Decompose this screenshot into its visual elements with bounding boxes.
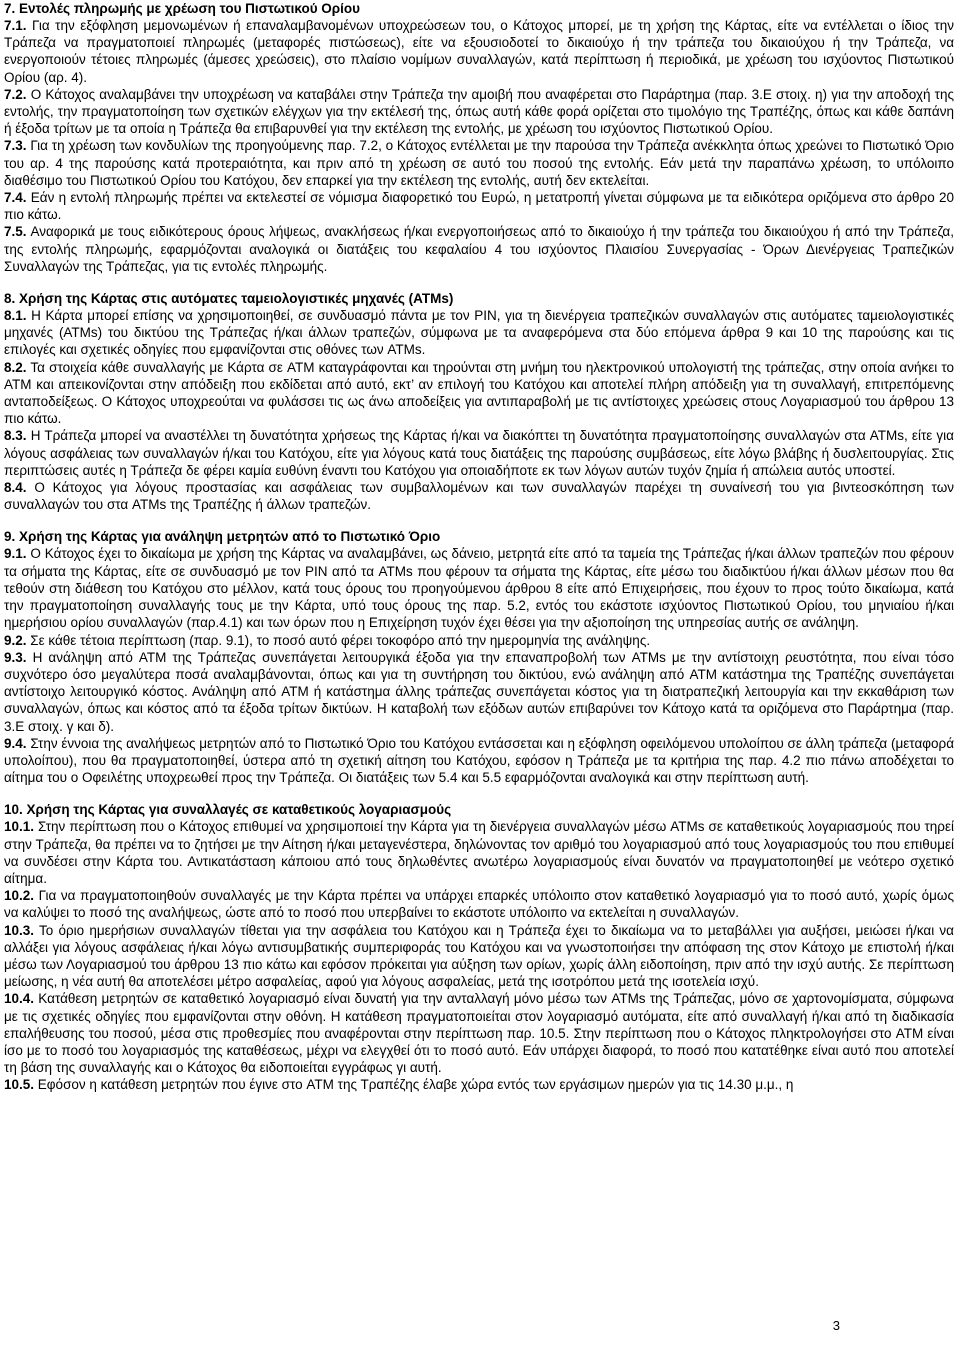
paragraph [4,990,954,1076]
paragraph [4,307,954,359]
paragraph [4,632,954,649]
clause-number: 7.3. [4,138,27,154]
clause-text: Το όριο ημερήσιων συναλλαγών τίθεται για την ασφάλεια του Κατόχου και η Τράπεζα έχει το δικαίωμα να το μεταβάλλει για αυξήσει, μειώσει ή/και να αλλάξει για λόγους ασφάλειας ή/και λόγω αντισυμβατικής συμπεριφοράς του Κατόχου και να γνωστοποιήσει την απόφαση της στον Κάτοχο με επιστολή ή/και μέσω των Λογαριασμού του άρθρου 13 πιο κάτω και εφόσον πρόκειται για αύξηση των ορίων, χωρίς άλλη ειδοποίηση, πριν από την ισχύ αυτής. Σε περίπτωση μείωσης, η νέα αυτή θα αποτελέσει μέτρο ασφαλείας, αφού για λόγους ασφαλείας, μετά της ισοτρόπου μετά της ισοτελεία ισχύ. [4,922,954,990]
paragraph [4,427,954,479]
paragraph [4,479,954,513]
clause-text: Εφόσον η κατάθεση μετρητών που έγινε στο ATM της Τραπέζης έλαβε χώρα εντός των εργάσιμων ημερών για τις 14.30 μ.μ., η [37,1077,794,1093]
clause-number: 10.3. [4,922,35,938]
clause-text: Εάν η εντολή πληρωμής πρέπει να εκτελεστεί σε νόμισμα διαφορετικό του Ευρώ, η μετατροπή γίνεται σύμφωνα με τα ειδικότερα οριζόμενα στο άρθρο 20 πιο κάτω. [4,190,954,223]
section-heading: 8. Χρήση της Κάρτας στις αυτόματες ταμειολογιστικές μηχανές (ATMs) [4,291,454,307]
clause-number: 10.2. [4,888,35,904]
clause-number: 9.4. [4,735,27,751]
clause-number: 7.1. [4,18,27,33]
paragraph [4,887,954,921]
paragraph [4,1076,954,1093]
clause-text: Για να πραγματοποιηθούν συναλλαγές με την Κάρτα πρέπει να υπάρχει επαρκές υπόλοιπο στον καταθετικό λογαριασμό για το ποσό αυτό, χωρίς όμως να καλύψει το ποσό της αναλήψεως, ώστε από το ποσό που υπερβαίνει το εκάστοτε υπόλοιπο να εκτελείται η συναλλαγών. [4,888,954,921]
clause-text: Τα στοιχεία κάθε συναλλαγής με Κάρτα σε ATM καταγράφονται και τηρούνται στη μνήμη του ηλεκτρονικού υπολογιστή της τράπεζας, στην οποία ανήκει το ATM και απεικονίζονται στην απόδειξη που εκδίδεται από αυτό, εκτ’ αν επιλογή του Κατόχου και αποτελεί πλήρη απόδειξη για τη συναλλαγή, επιτρεπόμενης ανταποδείξεως. Ο Κάτοχος υποχρεούται να φυλάσσει τις ως άνω αποδείξεις για αντιπαραβολή με τις αντίστοιχες χρεώσεις στους Λογαριασμού του άρθρου 13 πιο κάτω. [4,359,955,427]
clause-number: 9.2. [4,632,27,648]
paragraph [4,86,954,138]
document-page [4,0,954,1094]
clause-number: 8.3. [4,428,27,444]
section-gap [4,786,954,801]
clause-text: Ο Κάτοχος για λόγους προστασίας και ασφάλειας των συμβαλλομένων και των συναλλαγών παρέχει τη συναίνεσή του για βιντεοσκόπηση των συναλλαγών του στα ATMs της Τραπέζης ή άλλων τραπεζών. [4,480,954,513]
clause-text: Για την εξόφληση μεμονωμένων ή επαναλαμβανομένων υποχρεώσεων του, ο Κάτοχος μπορεί, με τη χρήση της Κάρτας, είτε να εντέλλεται ο ίδιος την Τράπεζα να πραγματοποιεί πληρωμές (μεταφορές πιστώσεως), είτε να εξουσιοδοτεί το δικαιούχο ή την τράπεζα του δικαιούχου ή την Τράπεζα, να ενεργοποιούν τέτοιες πληρωμές (άμεσες χρεώσεις), στο πλαίσιο νομίμων συναλλαγών, κατά περίπτωση ή περιοδικά, με χρέωση του ισχύοντος Πιστωτικού Ορίου (αρ. 4). [4,18,954,85]
clause-text: Η Τράπεζα μπορεί να αναστέλλει τη δυνατότητα χρήσεως της Κάρτας ή/και να διακόπτει τη δυνατότητα πραγματοποίησης συναλλαγών στα ATMs, είτε για λόγους ασφάλειας των συναλλαγών ή/και του Κατόχου, είτε για λόγους κατά τους διατάξεις της παρούσης συμβάσεως, είτε λόγω βλάβης ή δυσλειτουργίας. Στις περιπτώσεις αυτές η Τράπεζα δε φέρει καμία ευθύνη έναντι του Κατόχου για οποιαδήποτε εκ των λόγων αυτών τυχόν ζημία ή απώλεια αυτός υποστεί. [4,428,954,478]
clause-number: 8.1. [4,308,27,324]
clause-text: Στην έννοια της αναλήψεως μετρητών από το Πιστωτικό Όριο του Κατόχου εντάσσεται και η εξόφληση οφειλόμενου υπολοίπου σε άλλη τράπεζα (μεταφορά υπολοίπου), που θα πραγματοποιηθεί, ύστερα από τη σχετική αίτηση του Κατόχου, εφόσον η Τράπεζα με τα κριτήρια της παρ. 4.2 πιο πάνω αποδέχεται το αίτημα του ο Οφειλέτης υποχρεωθεί προς την Τράπεζα. Οι διατάξεις των 5.4 και 5.5 εφαρμόζονται αναλογικά και στην περίπτωση αυτή. [4,735,954,786]
clause-number: 7.2. [4,86,27,102]
page-number: 3 [832,1318,840,1333]
clause-text: Κατάθεση μετρητών σε καταθετικό λογαριασμό είναι δυνατή για την ανταλλαγή μόνο μέσω των ATMs της Τράπεζας, μόνο σε χαρτονομίσματα, σύμφωνα με τις σχετικές οδηγίες που εμφανίζονται στην οθόνη. Η κατάθεση πραγματοποιείται στον λογαριασμό αυτόματα, είτε από συναλλαγή ή/και από τη διαδικασία επαλήθευσης του ποσού, μέσα στις προθεσμίες που αναφέρονται στην περίπτωση παρ. 10.5. Στην περίπτωση που ο Κάτοχος πληκτρολογήσει στο ATM είναι ίσο με το ποσό του λογαριασμός της καταθέσεως, μέχρι να ελεγχθεί ότι το ποσό αυτό. Εάν υπάρχει διαφορά, το ποσό που κατατέθηκε είναι αυτό που αποτελεί τη βάση της συναλλαγής και ο Κάτοχος θα ειδοποιείται εγγράφως γι αυτή. [4,991,954,1076]
clause-text: Η Κάρτα μπορεί επίσης να χρησιμοποιηθεί, σε συνδυασμό πάντα με τον PIN, για τη διενέργεια τραπεζικών συναλλαγών στις αυτόματες ταμειολογιστικές μηχανές (ATMs) του δικτύου της Τράπεζας ή/και άλλων τραπεζών, σύμφωνα με τα αναφερόμενα στα δύο επόμενα άρθρα 9 και 10 της παρούσης και τις επιλογές και σχετικές οδηγίες που εμφανίζονται στις οθόνες των ATMs. [4,308,954,358]
section-gap [4,275,954,290]
clause-text: Για τη χρέωση των κονδυλίων της προηγούμενης παρ. 7.2, ο Κάτοχος εντέλλεται με την παρούσα την Τράπεζα ανέκκλητα όπως χρεώνει το Πιστωτικό Όριο του αρ. 4 της παρούσης κατά προτεραιότητα, και πριν από τη χρέωση σε αυτό του ποσού της εντολής. Εάν μετά την παραπάνω χρέωση, το υπόλοιπο διαθέσιμο του Πιστωτικού Ορίου του Κατόχου, δεν επαρκεί για την εκτέλεση της εντολής, αυτή δεν εκτελείται. [4,138,954,188]
paragraph [4,649,954,735]
paragraph [4,137,954,189]
paragraph [4,359,954,428]
paragraph [4,922,954,991]
paragraph [4,223,954,275]
clause-text: Σε κάθε τέτοια περίπτωση (παρ. 9.1), το ποσό αυτό φέρει τοκοφόρο από την ημερομηνία της ανάληψης. [30,632,651,648]
paragraph [4,735,954,787]
clause-text: Ο Κάτοχος έχει το δικαίωμα με χρήση της Κάρτας να αναλαμβάνει, ως δάνειο, μετρητά είτε από τα ταμεία της Τράπεζας ή/και άλλων τραπεζών που φέρουν τα σήματα της Κάρτας, είτε σε συνδυασμό με τον PIN από τα ATMs που φέρουν τα σήματα της Κάρτας, είτε μέσω του διαδικτύου ή/και άλλων μέσων που θα τεθούν στη διάθεση του Κατόχου στο μέλλον, κατά τους όρους του προηγούμενου άρθρου 8 είτε από Επιχειρήσεις, που έχουν το προς τούτο δικαίωμα, κατά την πραγματοποίηση συναλλαγής τους με την Κάρτα, υπό τους όρους της παρ. 5.2, εντός του εκάστοτε ισχύοντος Πιστωτικού Ορίου, του μηνιαίου ή/και ημερήσιου ορίου συναλλαγών (παρ.4.1) και των όρων που η Επιχείρηση τυχόν έχει θέσει για την αξιοποίηση της υπηρεσίας αυτής σε ανάληψη. [4,546,954,631]
clause-number: 8.4. [4,480,27,496]
paragraph [4,17,954,86]
clause-text: Ο Κάτοχος αναλαμβάνει την υποχρέωση να καταβάλει στην Τράπεζα την αμοιβή που αναφέρεται στο Παράρτημα (παρ. 3.Ε στοιχ. η) για την αποδοχή της εντολής, την πραγματοποίηση των σχετικών ελέγχων για την εκτέλεσή της, όπως αυτή κάθε φορά ορίζεται στο τιμολόγιο της Τραπέζης, όπως και κάθε δαπάνη ή έξοδα τρίτων με τα οποία η Τράπεζα θα επιβαρυνθεί για την εκτέλεση της εντολής, με χρέωση του ισχύοντος Πιστωτικού Ορίου. [4,86,954,137]
paragraph [4,189,954,223]
clause-number: 8.2. [4,359,27,375]
section-heading: 10. Χρήση της Κάρτας για συναλλαγές σε καταθετικούς λογαριασμούς [4,802,452,818]
clause-text: Αναφορικά με τους ειδικότερους όρους λήψεως, ανακλήσεως ή/και ενεργοποιήσεως από το δικαιούχο ή την τράπεζα του δικαιούχου ή από την Τράπεζα, της εντολής πληρωμής, εφαρμόζονται αναλογικά οι διατάξεις του κεφαλαίου 4 του ισχύοντος Πλαισίου Συνεργασίας - Όρων Διενέργειας Τραπεζικών Συναλλαγών της Τράπεζας, για τις εντολές πληρωμής. [4,224,954,274]
clause-number: 7.4. [4,190,27,206]
paragraph [4,545,954,631]
clause-text: Η ανάληψη από ATM της Τράπεζας συνεπάγεται λειτουργικά έξοδα για την επαναπροβολή των ATMs με την αντίστοιχη ρευστότητα, που είναι τόσο συχνότερο όσο μεγαλύτερα ποσά αναλαμβάνονται, όπως και για τη συντήρηση του δικτύου, ενώ ανάληψη από ATM κατάστημα της Τραπέζης συνεπάγεται αντίστοιχο λειτουργικό κόστος. Ανάληψη από ATM ή κατάστημα άλλης τράπεζας συνεπάγεται κόστος για τη διατραπεζική λειτουργία και την εκκαθάριση των συναλλαγών, όπως και κόστος από τα έξοδα τρίτων δικτύων. Η καταβολή των εξόδων αυτών επιβαρύνει τον Κάτοχο κατά τα οριζόμενα στο Παράρτημα (παρ. 3.Ε στοιχ. γ και δ). [4,649,954,734]
clause-number: 7.5. [4,224,27,240]
paragraph [4,818,954,887]
clause-number: 10.5. [4,1077,35,1093]
clause-number: 9.3. [4,649,27,665]
clause-text: Στην περίπτωση που ο Κάτοχος επιθυμεί να χρησιμοποιεί την Κάρτα για τη διενέργεια συναλλαγών μέσω ATMs σε καταθετικούς λογαριασμούς που τηρεί στην Τράπεζα, θα πρέπει να το ζητήσει με την Αίτηση ή/και μεταγενέστερα, δηλώνοντας τον αριθμό του λογαριασμού από τους λογαριασμούς του που επιθυμεί να συνδέσει στην Κάρτα του. Αντικατάσταση κάποιου από τους δηλωθέντες ανωτέρω λογαριασμούς είναι δυνατόν να πραγματοποιηθεί με νεότερο σχετικό αίτημα. [4,819,954,886]
clause-number: 9.1. [4,546,27,562]
clause-number: 10.1. [4,819,35,835]
section-heading: 9. Χρήση της Κάρτας για ανάληψη μετρητών από το Πιστωτικό Όριο [4,529,441,545]
clause-number: 10.4. [4,991,35,1007]
section-heading: 7. Εντολές πληρωμής με χρέωση του Πιστωτικού Ορίου [4,1,361,16]
section-gap [4,513,954,528]
